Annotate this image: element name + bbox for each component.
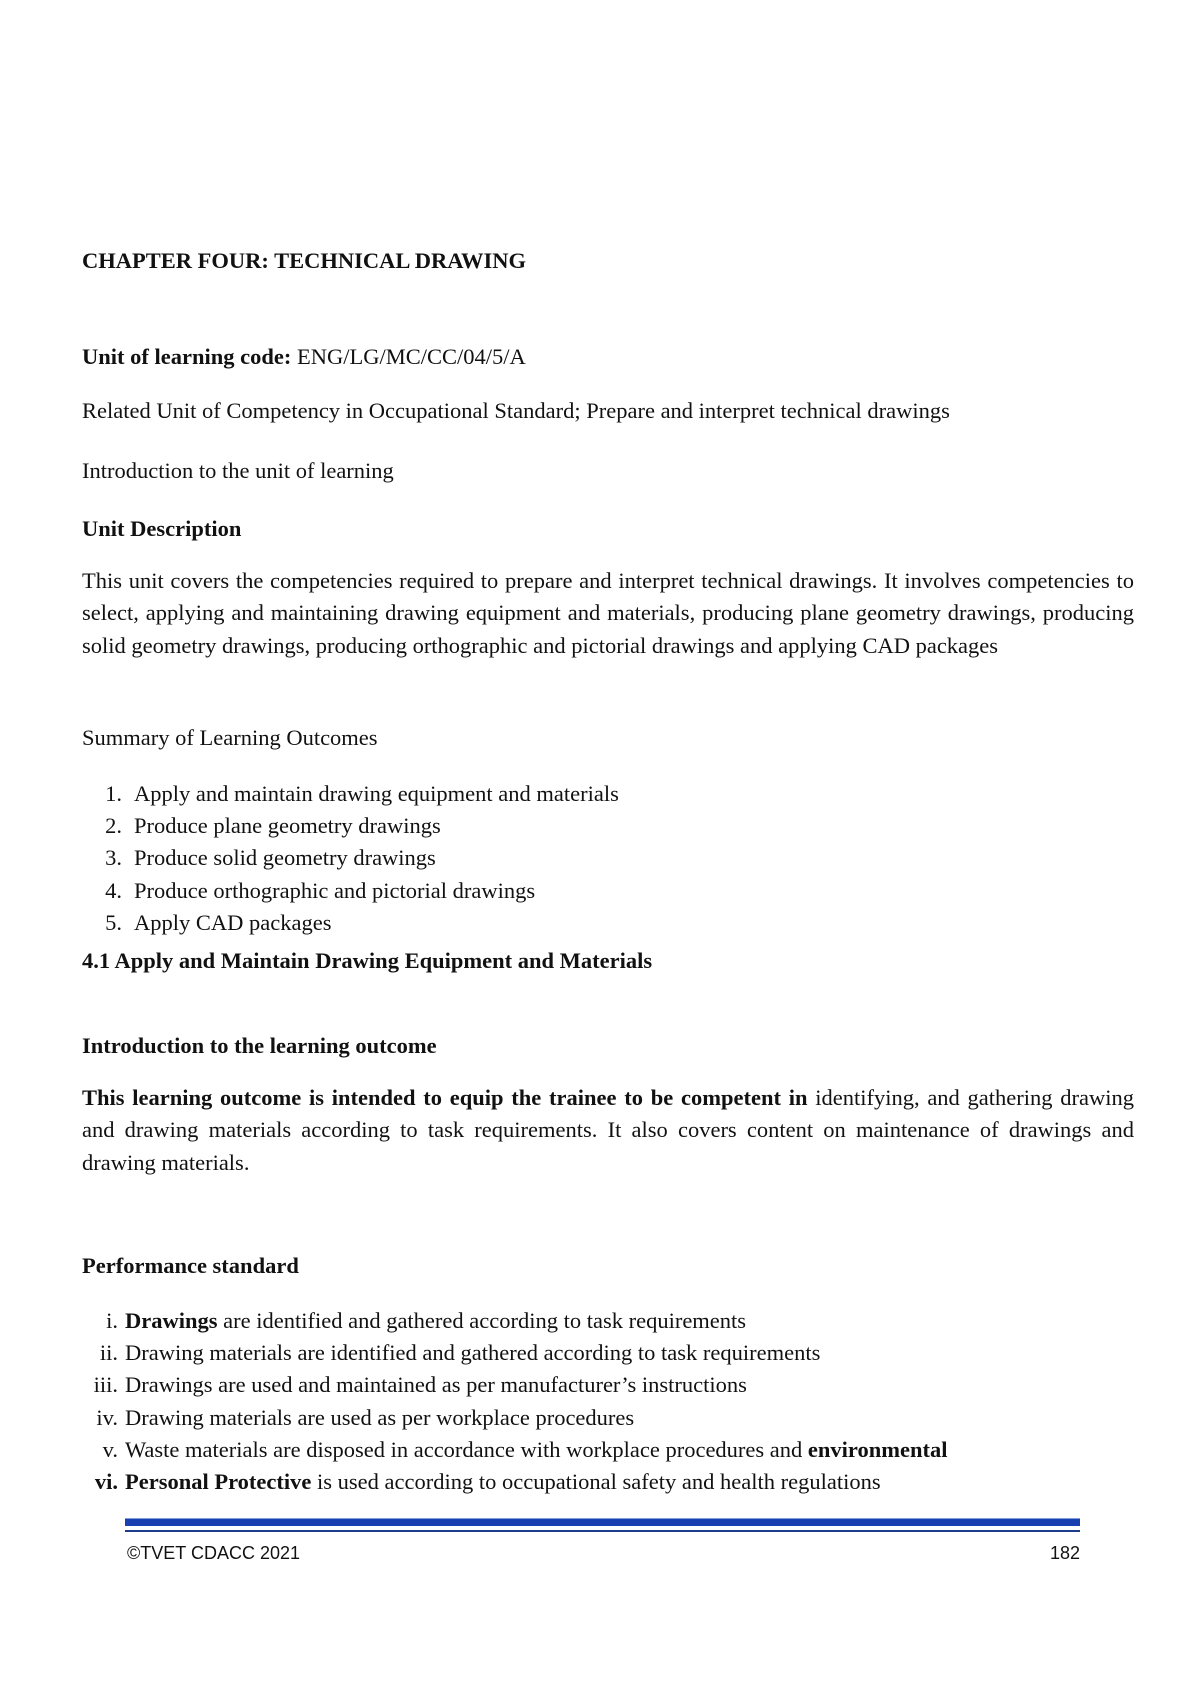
unit-code-value: ENG/LG/MC/CC/04/5/A [296,344,526,369]
unit-code-label: Unit of learning code: [82,344,292,369]
performance-heading: Performance standard [82,1253,299,1278]
unit-description-text: This unit covers the competencies required to prepare and interpret technical drawings. It involves competencies to select, applying and maintaining drawing equipment and materials, producing plane geometry drawings, producing solid geometry drawings, producing orthographic and pictorial drawings and applying CAD packages [82,568,1134,658]
section-heading: 4.1 Apply and Maintain Drawing Equipment and Materials [82,948,653,973]
page-number: 182 [1049,1543,1080,1563]
list-text: Drawing materials are identified and gathered according to task requirements [125,1340,821,1366]
list-bold-text: Drawings [125,1308,218,1333]
list-number: i. [106,1308,118,1333]
footer-rule-thin [125,1530,1080,1532]
list-text: Waste materials are disposed in accordance with workplace procedures and [125,1436,808,1462]
list-bold-text: Personal Protective [125,1468,312,1494]
related-unit: Related Unit of Competency in Occupational Standard; Prepare and interpret technical drawings [82,398,950,423]
list-number: iv. [96,1404,118,1430]
unit-description-heading: Unit Description [82,516,242,541]
footer-copyright: ©TVET CDACC 2021 [127,1543,300,1563]
intro-outcome-body: identifying, and gathering drawing and drawing materials according to task requirements. It also covers content on maintenance of drawings and drawing materials. [82,1085,1135,1175]
intro-unit: Introduction to the unit of learning [82,458,394,483]
list-text: Apply and maintain drawing equipment and materials [134,781,619,806]
intro-outcome-heading: Introduction to the learning outcome [82,1033,437,1058]
list-text: Produce plane geometry drawings [134,813,441,839]
list-number: 5. [105,909,122,935]
list-text: Apply CAD packages [134,909,332,935]
list-text: Drawing materials are used as per workplace procedures [125,1404,635,1430]
list-text: Drawings are used and maintained as per manufacturer’s instructions [125,1372,747,1398]
list-number: 4. [105,877,122,903]
list-text: Produce orthographic and pictorial drawings [134,877,536,903]
list-number: 2. [105,813,122,839]
list-number: iii. [93,1372,118,1398]
summary-heading: Summary of Learning Outcomes [82,725,378,750]
list-text: Produce solid geometry drawings [134,845,436,871]
list-text: are identified and gathered according to task requirements [217,1308,747,1333]
list-bold-text: environmental [807,1436,948,1462]
list-number: ii. [99,1340,118,1366]
footer-rule-thick [125,1518,1080,1526]
list-number: v. [102,1436,118,1462]
unit-code [82,341,526,373]
list-number: 1. [105,781,122,806]
list-number: 3. [105,845,122,871]
intro-outcome-bold-lead: This learning outcome is intended to equip the trainee to be competent in [82,1085,808,1110]
list-text: is used according to occupational safety and health regulations [311,1468,881,1494]
list-number: vi. [94,1468,118,1494]
intro-outcome-text [82,1082,1134,1179]
chapter-title: CHAPTER FOUR: TECHNICAL DRAWING [82,248,527,273]
